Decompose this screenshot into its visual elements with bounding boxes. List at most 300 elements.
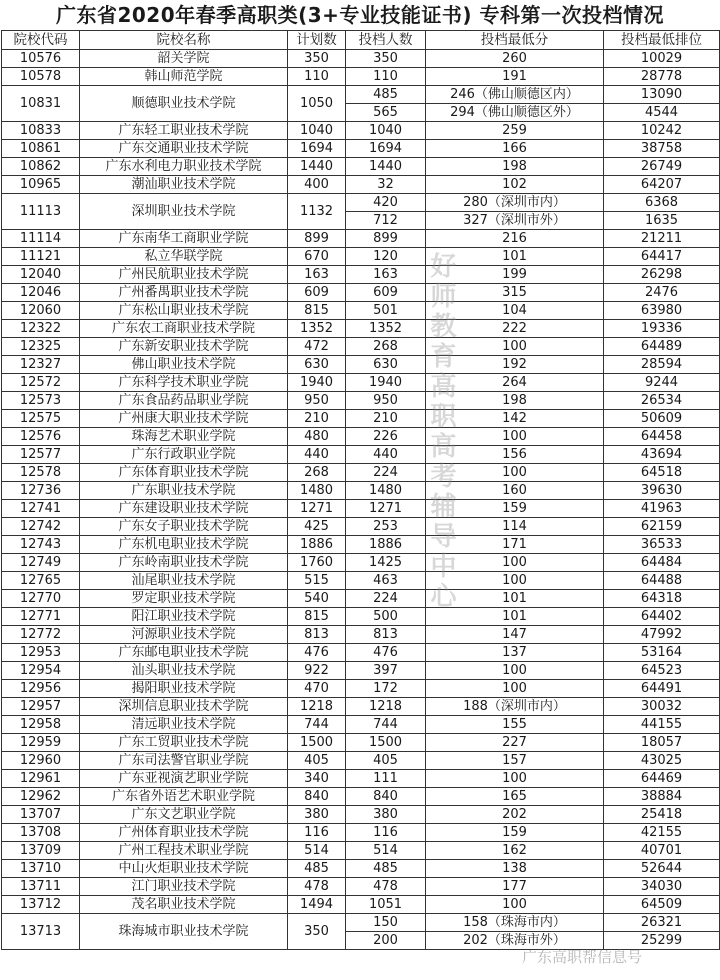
cell-code: 13712 (2, 896, 80, 914)
cell-score: 156 (426, 446, 604, 464)
cell-name: 茂名职业技术学院 (80, 896, 288, 914)
cell-count: 224 (346, 590, 426, 608)
cell-code: 10965 (2, 176, 80, 194)
table-row (2, 266, 720, 284)
cell-score: 198 (426, 392, 604, 410)
cell-name: 广东体育职业技术学院 (80, 464, 288, 482)
cell-plan: 380 (288, 806, 346, 824)
cell-rank: 64489 (604, 338, 720, 356)
cell-plan: 950 (288, 392, 346, 410)
cell-plan: 815 (288, 302, 346, 320)
header-rank: 投档最低排位 (604, 31, 720, 50)
cell-score: 100 (426, 554, 604, 572)
cell-name: 广东新安职业技术学院 (80, 338, 288, 356)
cell-code: 11113 (2, 194, 80, 230)
cell-name: 广东南华工商职业学院 (80, 230, 288, 248)
cell-code: 10576 (2, 50, 80, 68)
cell-plan: 340 (288, 770, 346, 788)
cell-code: 12572 (2, 374, 80, 392)
cell-count: 565 (346, 104, 426, 122)
table-row (2, 50, 720, 68)
cell-name: 阳江职业技术学院 (80, 608, 288, 626)
cell-count: 1271 (346, 500, 426, 518)
cell-count: 1352 (346, 320, 426, 338)
cell-count: 120 (346, 248, 426, 266)
cell-count: 110 (346, 68, 426, 86)
cell-rank: 18057 (604, 734, 720, 752)
cell-name: 广东机电职业技术学院 (80, 536, 288, 554)
cell-rank: 26749 (604, 158, 720, 176)
table-row (2, 914, 720, 932)
cell-plan: 1694 (288, 140, 346, 158)
cell-rank: 64469 (604, 770, 720, 788)
cell-code: 12742 (2, 518, 80, 536)
cell-plan: 514 (288, 842, 346, 860)
cell-rank: 38758 (604, 140, 720, 158)
cell-score: 198 (426, 158, 604, 176)
cell-name: 广东职业技术学院 (80, 482, 288, 500)
cell-name: 广东岭南职业技术学院 (80, 554, 288, 572)
cell-rank: 63980 (604, 302, 720, 320)
cell-count: 380 (346, 806, 426, 824)
cell-code: 12741 (2, 500, 80, 518)
cell-code: 13710 (2, 860, 80, 878)
cell-count: 1500 (346, 734, 426, 752)
cell-score: 142 (426, 410, 604, 428)
cell-name: 中山火炬职业技术学院 (80, 860, 288, 878)
cell-code: 12576 (2, 428, 80, 446)
cell-count: 478 (346, 878, 426, 896)
cell-plan: 405 (288, 752, 346, 770)
header-name: 院校名称 (80, 31, 288, 50)
cell-rank: 28778 (604, 68, 720, 86)
cell-code: 12956 (2, 680, 80, 698)
table-row (2, 842, 720, 860)
table-row (2, 734, 720, 752)
cell-plan: 922 (288, 662, 346, 680)
cell-count: 1051 (346, 896, 426, 914)
cell-score: 315 (426, 284, 604, 302)
cell-name: 广东科学技术职业学院 (80, 374, 288, 392)
cell-count: 350 (346, 50, 426, 68)
cell-count: 485 (346, 86, 426, 104)
cell-name: 揭阳职业技术学院 (80, 680, 288, 698)
header-score: 投档最低分 (426, 31, 604, 50)
cell-name: 广东省外语艺术职业学院 (80, 788, 288, 806)
cell-rank: 10029 (604, 50, 720, 68)
cell-plan: 840 (288, 788, 346, 806)
cell-rank: 53164 (604, 644, 720, 662)
cell-count: 463 (346, 572, 426, 590)
cell-rank: 30032 (604, 698, 720, 716)
cell-count: 950 (346, 392, 426, 410)
cell-score: 177 (426, 878, 604, 896)
cell-rank: 25299 (604, 932, 720, 950)
cell-rank: 64458 (604, 428, 720, 446)
cell-rank: 47992 (604, 626, 720, 644)
cell-score: 155 (426, 716, 604, 734)
cell-score: 260 (426, 50, 604, 68)
cell-code: 13713 (2, 914, 80, 950)
cell-plan: 899 (288, 230, 346, 248)
cell-rank: 64207 (604, 176, 720, 194)
cell-name: 广东文艺职业学院 (80, 806, 288, 824)
cell-code: 11114 (2, 230, 80, 248)
cell-name: 广州工程技术职业学院 (80, 842, 288, 860)
cell-score: 114 (426, 518, 604, 536)
cell-count: 1886 (346, 536, 426, 554)
table-row (2, 356, 720, 374)
cell-code: 12743 (2, 536, 80, 554)
cell-score: 101 (426, 608, 604, 626)
cell-plan: 470 (288, 680, 346, 698)
cell-plan: 1271 (288, 500, 346, 518)
cell-code: 12962 (2, 788, 80, 806)
cell-score: 162 (426, 842, 604, 860)
cell-name: 广东司法警官职业学院 (80, 752, 288, 770)
cell-name: 汕尾职业技术学院 (80, 572, 288, 590)
cell-rank: 28594 (604, 356, 720, 374)
table-row (2, 716, 720, 734)
cell-rank: 34030 (604, 878, 720, 896)
table-row (2, 698, 720, 716)
cell-plan: 210 (288, 410, 346, 428)
cell-plan: 350 (288, 914, 346, 950)
cell-name: 深圳职业技术学院 (80, 194, 288, 230)
cell-plan: 540 (288, 590, 346, 608)
cell-rank: 43694 (604, 446, 720, 464)
cell-code: 13707 (2, 806, 80, 824)
table-row (2, 752, 720, 770)
cell-score: 159 (426, 824, 604, 842)
cell-code: 12960 (2, 752, 80, 770)
cell-code: 12959 (2, 734, 80, 752)
cell-plan: 670 (288, 248, 346, 266)
cell-rank: 64523 (604, 662, 720, 680)
table-row (2, 320, 720, 338)
cell-rank: 62159 (604, 518, 720, 536)
cell-code: 13711 (2, 878, 80, 896)
cell-plan: 268 (288, 464, 346, 482)
table-row (2, 608, 720, 626)
cell-score: 147 (426, 626, 604, 644)
cell-rank: 38884 (604, 788, 720, 806)
cell-count: 1040 (346, 122, 426, 140)
cell-rank: 64491 (604, 680, 720, 698)
cell-name: 广州体育职业技术学院 (80, 824, 288, 842)
cell-name: 广东食品药品职业学院 (80, 392, 288, 410)
cell-count: 111 (346, 770, 426, 788)
cell-score: 222 (426, 320, 604, 338)
cell-score: 191 (426, 68, 604, 86)
cell-name: 珠海艺术职业学院 (80, 428, 288, 446)
cell-code: 12577 (2, 446, 80, 464)
cell-code: 12578 (2, 464, 80, 482)
cell-score: 192 (426, 356, 604, 374)
cell-code: 11121 (2, 248, 80, 266)
cell-plan: 744 (288, 716, 346, 734)
cell-count: 630 (346, 356, 426, 374)
table-row (2, 788, 720, 806)
cell-score: 100 (426, 572, 604, 590)
cell-code: 12327 (2, 356, 80, 374)
cell-rank: 10242 (604, 122, 720, 140)
table-row (2, 392, 720, 410)
cell-count: 150 (346, 914, 426, 932)
cell-name: 广东女子职业技术学院 (80, 518, 288, 536)
cell-count: 116 (346, 824, 426, 842)
cell-count: 485 (346, 860, 426, 878)
cell-score: 102 (426, 176, 604, 194)
cell-count: 1480 (346, 482, 426, 500)
cell-rank: 26534 (604, 392, 720, 410)
cell-plan: 110 (288, 68, 346, 86)
cell-rank: 44155 (604, 716, 720, 734)
cell-count: 440 (346, 446, 426, 464)
table-row (2, 86, 720, 104)
cell-name: 清远职业技术学院 (80, 716, 288, 734)
cell-plan: 425 (288, 518, 346, 536)
cell-rank: 64518 (604, 464, 720, 482)
table-row (2, 806, 720, 824)
table-row (2, 338, 720, 356)
cell-count: 420 (346, 194, 426, 212)
cell-rank: 2476 (604, 284, 720, 302)
cell-score: 104 (426, 302, 604, 320)
cell-name: 广东松山职业技术学院 (80, 302, 288, 320)
cell-count: 899 (346, 230, 426, 248)
cell-rank: 42155 (604, 824, 720, 842)
cell-rank: 64488 (604, 572, 720, 590)
cell-code: 13709 (2, 842, 80, 860)
cell-score: 171 (426, 536, 604, 554)
cell-code: 12573 (2, 392, 80, 410)
cell-count: 501 (346, 302, 426, 320)
cell-code: 12953 (2, 644, 80, 662)
cell-code: 12736 (2, 482, 80, 500)
cell-count: 744 (346, 716, 426, 734)
cell-rank: 64509 (604, 896, 720, 914)
cell-rank: 1635 (604, 212, 720, 230)
cell-plan: 1218 (288, 698, 346, 716)
cell-count: 514 (346, 842, 426, 860)
cell-plan: 480 (288, 428, 346, 446)
header-count: 投档人数 (346, 31, 426, 50)
cell-rank: 13090 (604, 86, 720, 104)
cell-score: 101 (426, 248, 604, 266)
cell-code: 12957 (2, 698, 80, 716)
cell-code: 10861 (2, 140, 80, 158)
cell-plan: 1480 (288, 482, 346, 500)
cell-score: 159 (426, 500, 604, 518)
cell-code: 12961 (2, 770, 80, 788)
cell-count: 1218 (346, 698, 426, 716)
cell-name: 广东水利电力职业技术学院 (80, 158, 288, 176)
cell-plan: 116 (288, 824, 346, 842)
cell-name: 广东交通职业技术学院 (80, 140, 288, 158)
cell-rank: 64318 (604, 590, 720, 608)
cell-count: 226 (346, 428, 426, 446)
cell-score: 259 (426, 122, 604, 140)
watermark-text: 好师教育高职高考辅导中心 (426, 252, 456, 612)
table-row (2, 896, 720, 914)
cell-count: 253 (346, 518, 426, 536)
table-row (2, 482, 720, 500)
cell-rank: 43025 (604, 752, 720, 770)
cell-name: 广东亚视演艺职业学院 (80, 770, 288, 788)
cell-code: 12060 (2, 302, 80, 320)
cell-score: 202 (426, 806, 604, 824)
cell-plan: 1440 (288, 158, 346, 176)
cell-score: 294（佛山顺德区外） (426, 104, 604, 122)
cell-count: 405 (346, 752, 426, 770)
footer-watermark: 广东高职帮信息号 (522, 948, 643, 966)
cell-name: 私立华联学院 (80, 248, 288, 266)
cell-name: 汕头职业技术学院 (80, 662, 288, 680)
cell-code: 12771 (2, 608, 80, 626)
cell-plan: 472 (288, 338, 346, 356)
cell-code: 10578 (2, 68, 80, 86)
cell-count: 840 (346, 788, 426, 806)
cell-plan: 630 (288, 356, 346, 374)
table-row (2, 536, 720, 554)
cell-name: 潮汕职业技术学院 (80, 176, 288, 194)
cell-score: 264 (426, 374, 604, 392)
cell-score: 327（深圳市外） (426, 212, 604, 230)
cell-name: 广东农工商职业技术学院 (80, 320, 288, 338)
cell-name: 广东工贸职业技术学院 (80, 734, 288, 752)
cell-count: 172 (346, 680, 426, 698)
cell-count: 32 (346, 176, 426, 194)
table-row (2, 176, 720, 194)
cell-plan: 1132 (288, 194, 346, 230)
cell-plan: 1050 (288, 86, 346, 122)
cell-count: 224 (346, 464, 426, 482)
cell-rank: 39630 (604, 482, 720, 500)
cell-score: 157 (426, 752, 604, 770)
cell-name: 佛山职业技术学院 (80, 356, 288, 374)
cell-plan: 1760 (288, 554, 346, 572)
table-header-row (2, 31, 720, 50)
cell-code: 12749 (2, 554, 80, 572)
cell-count: 1440 (346, 158, 426, 176)
cell-score: 166 (426, 140, 604, 158)
cell-score: 280（深圳市内） (426, 194, 604, 212)
cell-count: 210 (346, 410, 426, 428)
cell-score: 100 (426, 770, 604, 788)
cell-rank: 21211 (604, 230, 720, 248)
cell-code: 12954 (2, 662, 80, 680)
cell-score: 199 (426, 266, 604, 284)
cell-plan: 1940 (288, 374, 346, 392)
cell-score: 100 (426, 680, 604, 698)
cell-name: 广东建设职业技术学院 (80, 500, 288, 518)
page-title: 广东省2020年春季高职类(3+专业技能证书) 专科第一次投档情况 (55, 3, 665, 27)
cell-rank: 26321 (604, 914, 720, 932)
cell-name: 江门职业技术学院 (80, 878, 288, 896)
cell-plan: 515 (288, 572, 346, 590)
cell-name: 顺德职业技术学院 (80, 86, 288, 122)
cell-code: 12575 (2, 410, 80, 428)
table-row (2, 644, 720, 662)
cell-plan: 485 (288, 860, 346, 878)
cell-rank: 9244 (604, 374, 720, 392)
table-body (2, 50, 720, 950)
cell-code: 13708 (2, 824, 80, 842)
cell-code: 12040 (2, 266, 80, 284)
table-row (2, 122, 720, 140)
cell-count: 712 (346, 212, 426, 230)
cell-name: 广东轻工职业技术学院 (80, 122, 288, 140)
cell-score: 246（佛山顺德区内） (426, 86, 604, 104)
cell-code: 12958 (2, 716, 80, 734)
cell-rank: 41963 (604, 500, 720, 518)
cell-code: 12772 (2, 626, 80, 644)
cell-count: 397 (346, 662, 426, 680)
cell-plan: 400 (288, 176, 346, 194)
table-row (2, 824, 720, 842)
cell-code: 10833 (2, 122, 80, 140)
cell-rank: 26298 (604, 266, 720, 284)
cell-code: 10831 (2, 86, 80, 122)
cell-rank: 19336 (604, 320, 720, 338)
cell-plan: 609 (288, 284, 346, 302)
cell-code: 12322 (2, 320, 80, 338)
cell-plan: 350 (288, 50, 346, 68)
table-row (2, 464, 720, 482)
cell-code: 12325 (2, 338, 80, 356)
cell-rank: 64402 (604, 608, 720, 626)
cell-name: 河源职业技术学院 (80, 626, 288, 644)
cell-score: 101 (426, 590, 604, 608)
cell-plan: 1352 (288, 320, 346, 338)
cell-rank: 25418 (604, 806, 720, 824)
cell-count: 476 (346, 644, 426, 662)
cell-score: 158（珠海市内） (426, 914, 604, 932)
header-code: 院校代码 (2, 31, 80, 50)
cell-count: 1425 (346, 554, 426, 572)
table-row (2, 590, 720, 608)
table-row (2, 284, 720, 302)
cell-score: 100 (426, 428, 604, 446)
table-row (2, 410, 720, 428)
cell-count: 163 (346, 266, 426, 284)
cell-score: 100 (426, 338, 604, 356)
admission-table (1, 30, 720, 950)
cell-name: 广州康大职业技术学院 (80, 410, 288, 428)
cell-name: 广州民航职业技术学院 (80, 266, 288, 284)
table-row (2, 878, 720, 896)
cell-rank: 64417 (604, 248, 720, 266)
cell-score: 227 (426, 734, 604, 752)
cell-plan: 815 (288, 608, 346, 626)
cell-plan: 1886 (288, 536, 346, 554)
cell-score: 138 (426, 860, 604, 878)
cell-rank: 6368 (604, 194, 720, 212)
cell-name: 珠海城市职业技术学院 (80, 914, 288, 950)
cell-plan: 1494 (288, 896, 346, 914)
table-row (2, 860, 720, 878)
table-row (2, 680, 720, 698)
cell-score: 165 (426, 788, 604, 806)
cell-plan: 1040 (288, 122, 346, 140)
table-row (2, 554, 720, 572)
cell-count: 268 (346, 338, 426, 356)
cell-plan: 1500 (288, 734, 346, 752)
cell-rank: 50609 (604, 410, 720, 428)
cell-name: 广州番禺职业技术学院 (80, 284, 288, 302)
table-row (2, 662, 720, 680)
